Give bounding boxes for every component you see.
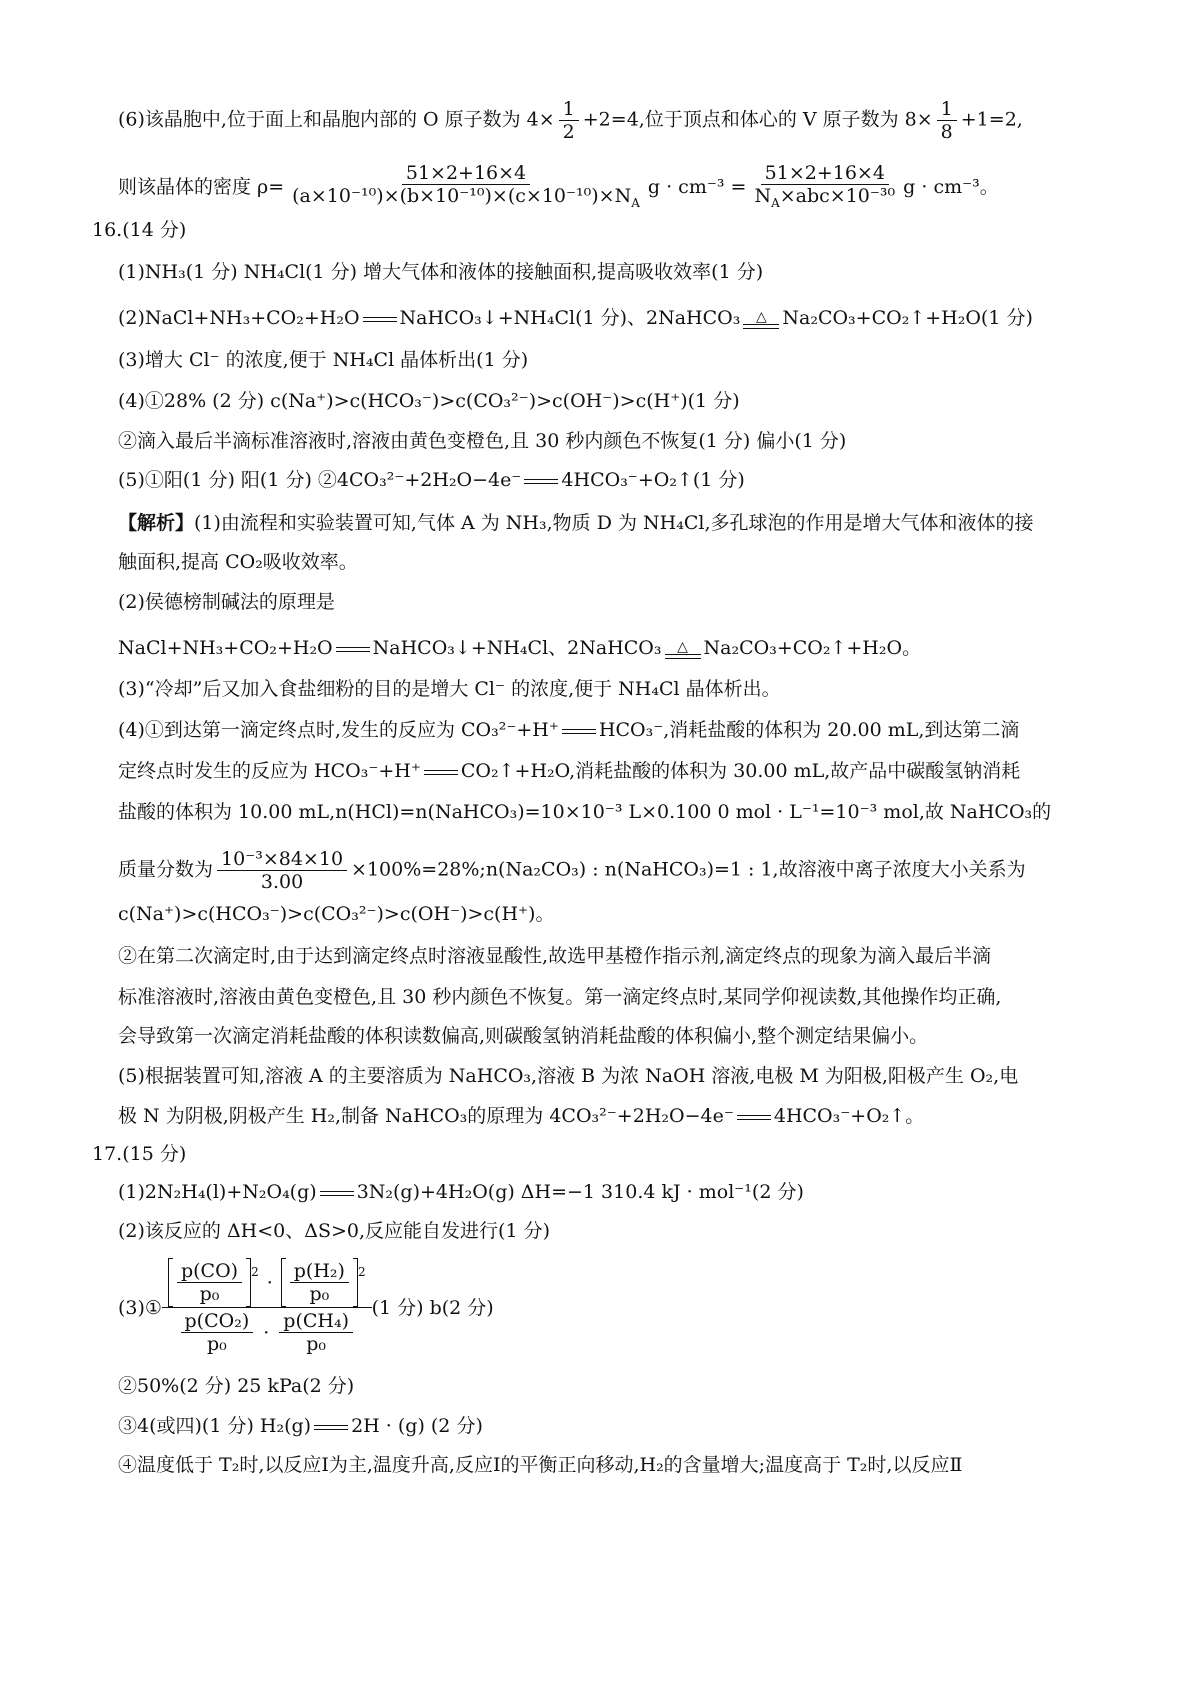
q15-6-mid: +2=4,位于顶点和体心的 V 原子数为 8× (582, 108, 933, 131)
jx-5b (118, 1102, 924, 1130)
q17-3d: ④温度低于 T₂时,以反应Ⅰ为主,温度升高,反应Ⅰ的平衡正向移动,H₂的含量增大;温度高于 T₂时,以反应Ⅱ (118, 1454, 963, 1476)
q16-5-b: 4HCO₃⁻+O₂↑(1 分) (561, 469, 745, 491)
q16-2-b: NaHCO₃↓+NH₄Cl(1 分)、2NaHCO₃ (399, 307, 741, 329)
density-den-2-post: ×abc×10⁻³⁰ (779, 185, 896, 207)
q17-3b: ②50%(2 分) 25 kPa(2 分) (118, 1375, 355, 1397)
q16-2 (118, 304, 1033, 332)
kp-co: p(CO) (177, 1260, 242, 1283)
jx-4a-2: HCO₃⁻,消耗盐酸的体积为 20.00 mL,到达第二滴 (598, 719, 1020, 741)
density-fraction-1 (288, 162, 644, 214)
q17-3-pre: (3)① (118, 1296, 162, 1319)
kp-p0: p₀ (306, 1333, 327, 1355)
frac-num: 10⁻³×84×10 (217, 848, 347, 871)
jx-2-eq (118, 634, 921, 662)
q17-3c (118, 1412, 483, 1440)
q17-3c-1: ③4(或四)(1 分) H₂(g) (118, 1415, 312, 1437)
equals-sign (424, 770, 458, 775)
kp-ch4: p(CH₄) (279, 1310, 353, 1333)
q17-2: (2)该反应的 ΔH<0、ΔS>0,反应能自发进行(1 分) (118, 1220, 550, 1242)
heat-equals (665, 640, 701, 659)
jx-5b-1: 极 N 为阴极,阴极产生 H₂,制备 NaHCO₃的原理为 4CO₃²⁻+2H₂O−4e⁻ (118, 1105, 734, 1127)
q15-6-line (118, 98, 1023, 143)
density-num-2: 51×2+16×4 (761, 162, 889, 185)
equals-bar (743, 324, 779, 329)
jx-2: (2)侯德榜制碱法的原理是 (118, 591, 335, 613)
jx-4b (118, 757, 1020, 785)
jx-4h: 会导致第一次滴定消耗盐酸的体积读数偏高,则碳酸氢钠消耗盐酸的体积偏小,整个测定结果偏小。 (118, 1025, 929, 1047)
kp-denominator (171, 1308, 363, 1357)
q17-1-b: 3N₂(g)+4H₂O(g) ΔH=−1 310.4 kJ · mol⁻¹(2 分) (356, 1181, 804, 1203)
density-den-1-text: (a×10⁻¹⁰)×(b×10⁻¹⁰)×(c×10⁻¹⁰)×N (292, 185, 632, 207)
q17-1-a: (1)2N₂H₄(l)+N₂O₄(g) (118, 1181, 317, 1203)
kp-p0: p₀ (199, 1283, 220, 1305)
jx-3: (3)“冷却”后又加入食盐细粉的目的是增大 Cl⁻ 的浓度,便于 NH₄Cl 晶体析出。 (118, 678, 781, 700)
jx-4a-1: (4)①到达第一滴定终点时,发生的反应为 CO₃²⁻+H⁺ (118, 719, 559, 741)
density-unit-1: g · cm⁻³ = (647, 175, 747, 198)
q17-title: 17.(15 分) (92, 1143, 187, 1165)
q16-3: (3)增大 Cl⁻ 的浓度,便于 NH₄Cl 晶体析出(1 分) (118, 349, 529, 371)
density-unit-2: g · cm⁻³。 (903, 175, 999, 198)
heat-triangle: △ (677, 638, 688, 655)
density-prefix: 则该晶体的密度 ρ= (118, 175, 285, 198)
kp-dot: · (266, 1271, 273, 1294)
density-line (118, 162, 999, 214)
jx-4d-post: ×100%=28%;n(Na₂CO₃) : n(NaHCO₃)=1 : 1,故溶液中离子浓度大小关系为 (351, 858, 1026, 881)
bracket-h2 (281, 1258, 358, 1307)
q17-3c-2: 2H · (g) (2 分) (351, 1415, 483, 1437)
density-den-2-sub: A (771, 195, 780, 210)
equals-sign (336, 647, 370, 652)
heat-triangle: △ (755, 308, 767, 325)
q15-6-text: (6)该晶胞中,位于面上和晶胞内部的 O 原子数为 4× (118, 108, 555, 131)
fraction-eighth (937, 98, 957, 143)
q17-3-post: (1 分) b(2 分) (371, 1296, 494, 1319)
analysis-label: 【解析】 (118, 512, 195, 534)
density-den-2-pre: N (754, 185, 772, 207)
bracket-co (168, 1258, 251, 1307)
kp-p0: p₀ (309, 1283, 330, 1305)
heat-equals (743, 310, 779, 329)
kp-expression (162, 1258, 372, 1357)
fraction-half (559, 98, 579, 143)
jx-2-c: Na₂CO₃+CO₂↑+H₂O。 (703, 637, 922, 659)
jx-4d (118, 848, 1026, 893)
jx-1 (118, 509, 1033, 537)
kp-square: 2 (251, 1265, 259, 1279)
equals-bar (665, 654, 701, 659)
jx-2-b: NaHCO₃↓+NH₄Cl、2NaHCO₃ (372, 637, 662, 659)
kp-h2: p(H₂) (290, 1260, 349, 1283)
kp-dot: · (263, 1321, 270, 1344)
q15-6-suffix: +1=2, (960, 108, 1023, 131)
q16-title: 16.(14 分) (92, 219, 187, 241)
q16-2-c: Na₂CO₃+CO₂↑+H₂O(1 分) (782, 307, 1033, 329)
equals-sign (524, 479, 558, 484)
jx-4c: 盐酸的体积为 10.00 mL,n(HCl)=n(NaHCO₃)=10×10⁻³ L×0.100 0 mol · L⁻¹=10⁻³ mol,故 NaHCO₃的 (118, 801, 1052, 823)
equals-sign (314, 1425, 348, 1430)
mass-fraction (217, 848, 347, 893)
kp-co2: p(CO₂) (181, 1310, 254, 1333)
frac-den: 2 (562, 121, 575, 143)
jx-4d-pre: 质量分数为 (118, 858, 214, 881)
frac-num: 1 (559, 98, 579, 121)
jx-4g: 标准溶液时,溶液由黄色变橙色,且 30 秒内颜色不恢复。第一滴定终点时,某同学仰视读数,其他操作均正确, (118, 986, 1002, 1008)
q17-1 (118, 1178, 804, 1206)
equals-sign (562, 729, 596, 734)
density-den-2 (750, 185, 899, 214)
frac-den: 8 (940, 121, 953, 143)
density-num-1: 51×2+16×4 (402, 162, 530, 185)
q16-5-a: (5)①阳(1 分) 阳(1 分) ②4CO₃²⁻+2H₂O−4e⁻ (118, 469, 522, 491)
kp-square: 2 (357, 1265, 366, 1279)
jx-4b-1: 定终点时发生的反应为 HCO₃⁻+H⁺ (118, 760, 421, 782)
jx-5a: (5)根据装置可知,溶液 A 的主要溶质为 NaHCO₃,溶液 B 为浓 NaOH 溶液,电极 M 为阳极,阳极产生 O₂,电 (118, 1065, 1019, 1087)
frac-num: 1 (937, 98, 957, 121)
jx-4b-2: CO₂↑+H₂O,消耗盐酸的体积为 30.00 mL,故产品中碳酸氢钠消耗 (460, 760, 1021, 782)
q16-4a: (4)①28% (2 分) c(Na⁺)>c(HCO₃⁻)>c(CO₃²⁻)>c(OH⁻)>c(H⁺)(1 分) (118, 390, 740, 412)
jx-4a (118, 716, 1019, 744)
jx-2-a: NaCl+NH₃+CO₂+H₂O (118, 637, 333, 659)
jx-5b-2: 4HCO₃⁻+O₂↑。 (773, 1105, 925, 1127)
q17-3 (118, 1258, 494, 1357)
q16-4b: ②滴入最后半滴标准溶液时,溶液由黄色变橙色,且 30 秒内颜色不恢复(1 分) 偏小(1 分) (118, 430, 847, 452)
jx-4f: ②在第二次滴定时,由于达到滴定终点时溶液显酸性,故选甲基橙作指示剂,滴定终点的现象为滴入最后半滴 (118, 945, 992, 967)
density-fraction-2 (750, 162, 899, 214)
density-den-1 (288, 185, 644, 214)
q16-1: (1)NH₃(1 分) NH₄Cl(1 分) 增大气体和液体的接触面积,提高吸收效率(1 分) (118, 261, 764, 283)
kp-p0: p₀ (206, 1333, 227, 1355)
equals-sign (363, 317, 397, 322)
q16-5 (118, 466, 745, 494)
jx-1-text: (1)由流程和实验装置可知,气体 A 为 NH₃,物质 D 为 NH₄Cl,多孔球泡的作用是增大气体和液体的接 (194, 512, 1034, 534)
jx-4e: c(Na⁺)>c(HCO₃⁻)>c(CO₃²⁻)>c(OH⁻)>c(H⁺)。 (118, 903, 555, 925)
equals-sign (320, 1191, 354, 1196)
q16-2-a: (2)NaCl+NH₃+CO₂+H₂O (118, 307, 360, 329)
kp-numerator (162, 1258, 372, 1308)
density-den-1-sub: A (631, 195, 640, 210)
jx-1b: 触面积,提高 CO₂吸收效率。 (118, 551, 358, 573)
equals-sign (737, 1115, 771, 1120)
frac-den: 3.00 (260, 871, 304, 893)
